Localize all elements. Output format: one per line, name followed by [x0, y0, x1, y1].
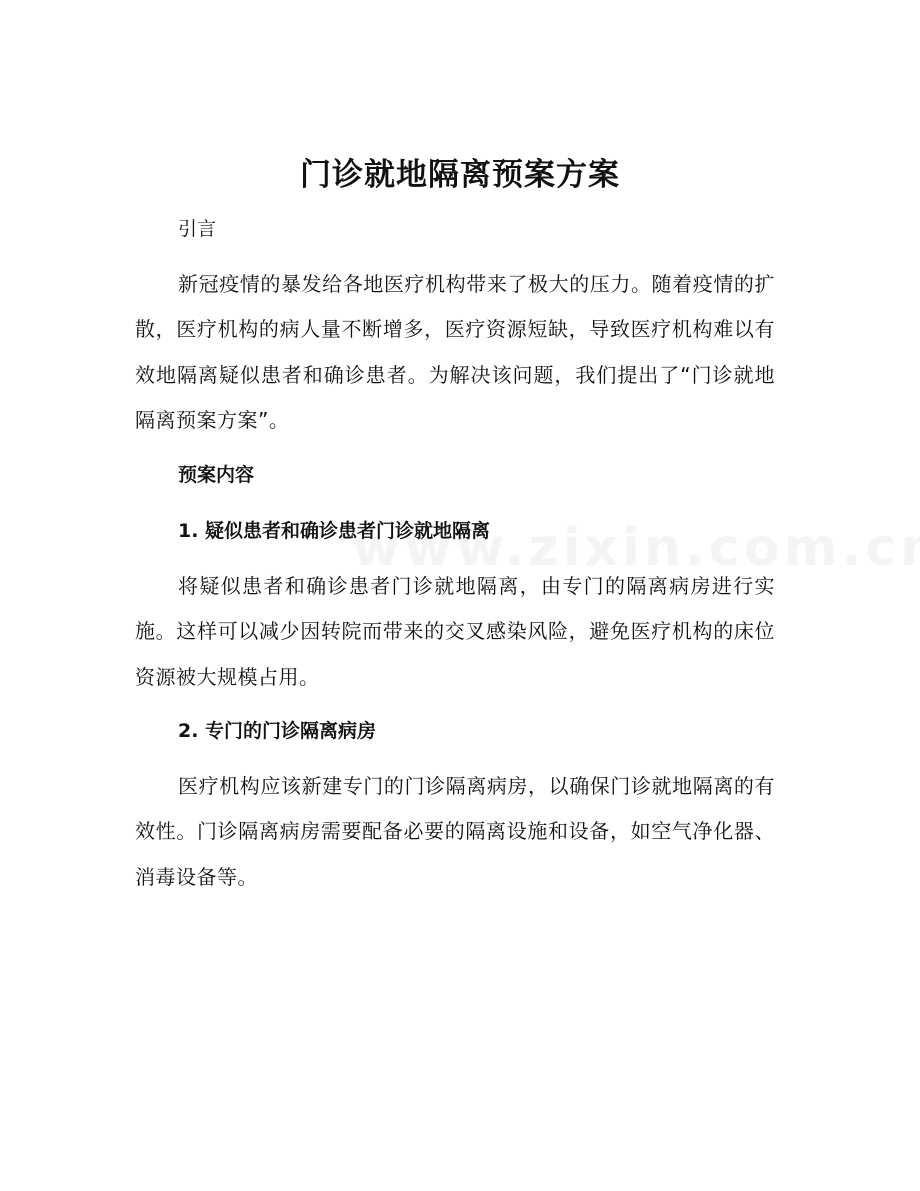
intro-paragraph: 新冠疫情的暴发给各地医疗机构带来了极大的压力。随着疫情的扩散，医疗机构的病人量不断增多，医疗资源短缺，导致医疗机构难以有效地隔离疑似患者和确诊患者。为解决该问题，我们提出了“门诊就地隔离预案方案”。 [135, 272, 775, 432]
intro-heading: 引言 [178, 218, 217, 240]
section1-paragraph: 将疑似患者和确诊患者门诊就地隔离，由专门的隔离病房进行实施。这样可以减少因转院而带来的交叉感染风险，避免医疗机构的床位资源被大规模占用。 [135, 574, 775, 689]
section2-paragraph: 医疗机构应该新建专门的门诊隔离病房，以确保门诊就地隔离的有效性。门诊隔离病房需要配备必要的隔离设施和设备，如空气净化器、消毒设备等。 [135, 774, 775, 889]
content-heading: 预案内容 [178, 464, 255, 486]
section2-heading: 2. 专门的门诊隔离病房 [178, 720, 377, 742]
section1-heading: 1. 疑似患者和确诊患者门诊就地隔离 [178, 520, 491, 542]
document-title: 门诊就地隔离预案方案 [300, 157, 620, 193]
